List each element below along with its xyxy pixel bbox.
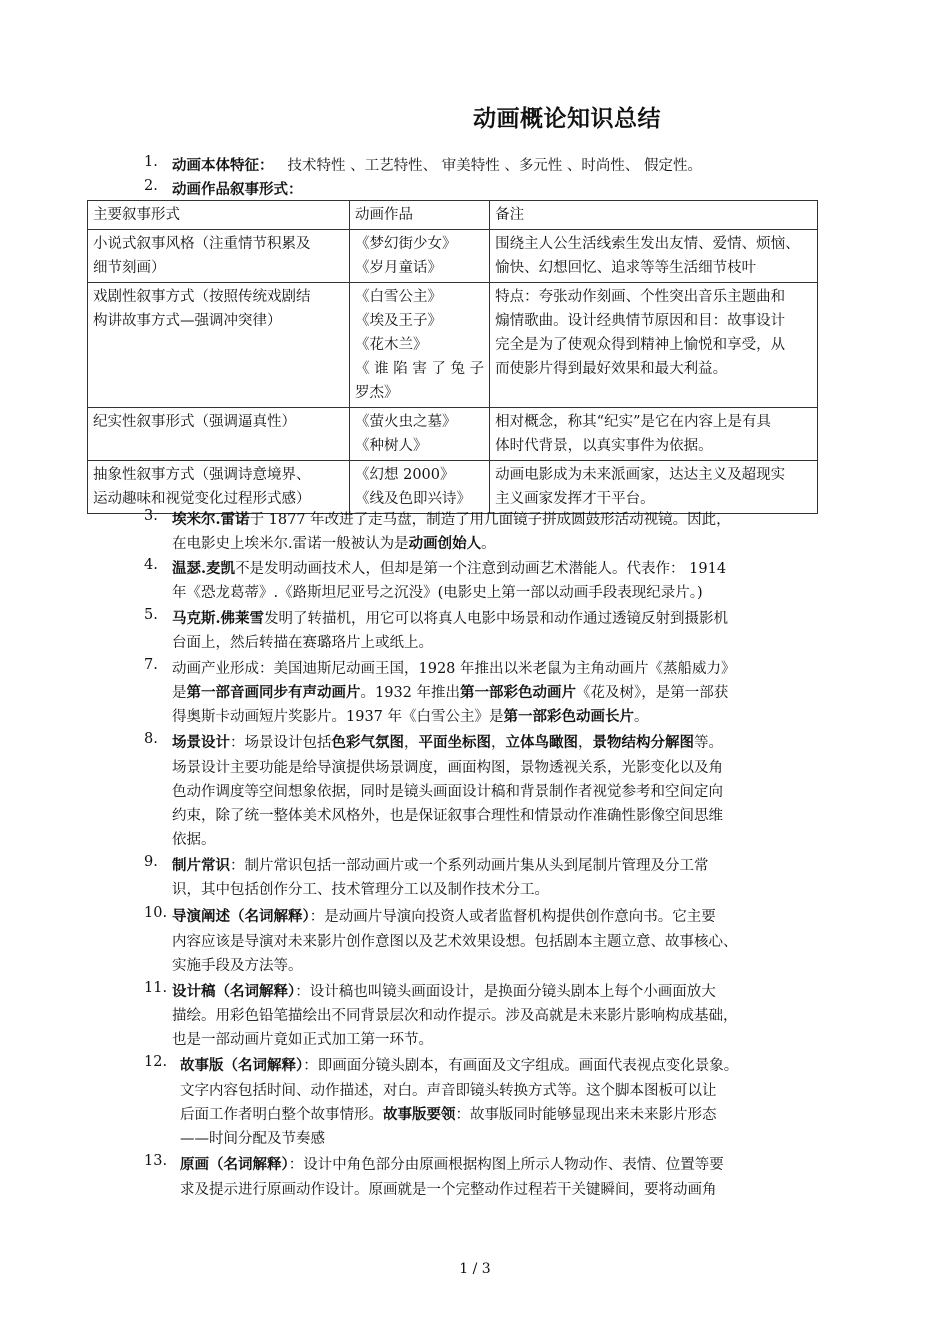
cell-line: 《白雪公主》 — [355, 289, 442, 305]
cell-line: 罗杰》 — [355, 385, 399, 401]
cell-line: 《幻想 2000》 — [355, 467, 455, 483]
item-number: 7. — [144, 657, 158, 673]
item-text: 。 — [481, 536, 496, 552]
narrative-form-cell — [88, 408, 350, 461]
item-text: 《花及树》，是第一部获 — [576, 685, 729, 701]
list-item-continuation: 描绘。用彩色铅笔描绘出不同背景层次和动作提示。涉及高就是未来影片影响构成基础， — [172, 1008, 738, 1024]
narrative-form-cell — [88, 461, 350, 514]
list-item-continuation: 实施手段及方法等。 — [172, 958, 303, 974]
list-item — [172, 178, 303, 199]
item-number: 3. — [144, 508, 158, 524]
item-label: 制片常识 — [172, 857, 230, 874]
inventor-name: 温瑟.麦凯 — [172, 560, 236, 577]
inventor-name: 马克斯.佛莱雪 — [172, 610, 265, 627]
item-emphasis: 动画创始人 — [408, 535, 482, 552]
item-label: 故事版（名词解释） — [180, 1057, 304, 1074]
cell-line: 《岁月童话》 — [355, 260, 442, 276]
item-number: 1. — [144, 154, 158, 170]
item-number: 2. — [144, 178, 158, 194]
item-number: 13. — [144, 1153, 168, 1169]
cell-line: 愉快、幻想回忆、追求等等生活细节枝叶 — [495, 260, 757, 276]
list-item-continuation: 年《恐龙葛蒂》.《路斯坦尼亚号之沉没》(电影史上第一部以动画手段表现纪录片。) — [172, 585, 703, 601]
item-text: 不是发明动画技术人，但却是第一个注意到动画艺术潜能人。代表作： 1914 — [235, 561, 727, 577]
column-header: 动画作品 — [350, 201, 490, 230]
cell-line: 戏剧性叙事方式（按照传统戏剧结 — [93, 289, 311, 305]
item-label: 导演阐述（名词解释） — [172, 908, 310, 925]
item-emphasis: 故事版要领 — [383, 1106, 456, 1123]
table-body — [88, 201, 818, 514]
note-cell — [490, 283, 818, 408]
item-number: 8. — [144, 731, 158, 747]
inventor-name: 埃米尔.雷诺 — [172, 511, 250, 528]
list-item-continuation — [172, 705, 649, 726]
list-item-continuation: 识，其中包括创作分工、技术管理分工以及制作技术分工。 — [172, 882, 549, 898]
note-cell — [490, 461, 818, 514]
list-item-continuation: 场景设计主要功能是给导演提供场景调度，画面构图，景物透视关系，光影变化以及角 — [172, 760, 723, 776]
page-number: 1 / 3 — [459, 1261, 491, 1277]
item-emphasis: 平面坐标图 — [418, 734, 491, 751]
cell-line: 《种树人》 — [355, 438, 428, 454]
page-title: 动画概论知识总结 — [473, 106, 661, 132]
cell-line: 特点：夸张动作刻画、个性突出音乐主题曲和 — [495, 289, 786, 305]
table-header-row — [88, 201, 818, 230]
narrative-form-cell — [88, 283, 350, 408]
cell-line: 完全是为了使观众得到精神上愉悦和享受，从 — [495, 337, 786, 353]
item-emphasis: 立体鸟瞰图 — [505, 734, 578, 751]
list-item — [180, 1054, 738, 1075]
cell-line: 《萤火虫之墓》 — [355, 414, 457, 430]
cell-line: 细节刻画） — [93, 260, 166, 276]
list-item — [172, 557, 726, 578]
cell-line: 而使影片得到最好效果和最大利益。 — [495, 361, 728, 377]
note-cell — [490, 230, 818, 283]
item-emphasis: 第一部音画同步有声动画片 — [186, 684, 361, 701]
item-number: 11. — [144, 980, 168, 996]
item-label: 场景设计 — [172, 734, 230, 751]
list-item-continuation: 台面上，然后转描在赛璐珞片上或纸上。 — [172, 635, 433, 651]
item-text: ：场景设计包括 — [230, 735, 332, 751]
item-text: 于 1877 年改进了走马盘，制造了用几面镜子拼成圆鼓形活动视镜。因此， — [249, 512, 731, 528]
item-text: 发明了转描机，用它可以将真人电影中场景和动作通过透镜反射到摄影机 — [264, 611, 729, 627]
item-text: ：故事版同时能够显现出来未来影片形态 — [455, 1107, 717, 1123]
item-text: ， — [404, 735, 419, 751]
list-item-continuation — [172, 681, 728, 702]
cell-line: 《 谁 陷 害 了 兔 子 — [355, 361, 485, 377]
table-row — [88, 408, 818, 461]
item-number: 9. — [144, 854, 158, 870]
cell-line: 动画电影成为未来派画家，达达主义及超现实 — [495, 467, 786, 483]
list-item-continuation: 色动作调度等空间想象依据，同时是镜头画面设计稿和背景制作者视觉参考和空间定向 — [172, 784, 723, 800]
cell-line: 纪实性叙事形式（强调逼真性） — [93, 414, 296, 430]
list-item-continuation: ——时间分配及节奏感 — [180, 1131, 325, 1147]
cell-line: 《花木兰》 — [355, 337, 428, 353]
list-item — [172, 854, 709, 875]
item-number: 4. — [144, 557, 158, 573]
item-text: 。1932 年推出 — [360, 685, 461, 701]
list-item-continuation: 依据。 — [172, 832, 216, 848]
works-cell — [350, 461, 490, 514]
item-emphasis: 色彩气氛图 — [331, 734, 404, 751]
list-item — [172, 508, 731, 529]
item-text: 在电影史上埃米尔.雷诺一般被认为是 — [172, 536, 409, 552]
list-item — [172, 905, 716, 926]
list-item — [172, 731, 723, 752]
item-label: 设计稿（名词解释） — [172, 983, 296, 1000]
list-item-continuation: 求及提示进行原画动作设计。原画就是一个完整动作过程若干关键瞬间，要将动画角 — [180, 1182, 717, 1198]
cell-line: 体时代背景，以真实事件为依据。 — [495, 438, 713, 454]
item-emphasis: 景物结构分解图 — [592, 734, 694, 751]
table-row — [88, 461, 818, 514]
cell-line: 《埃及王子》 — [355, 313, 442, 329]
list-item — [172, 154, 702, 175]
works-cell — [350, 230, 490, 283]
item-number: 12. — [144, 1054, 168, 1070]
cell-line: 抽象性叙事方式（强调诗意境界、 — [93, 467, 311, 483]
list-item-continuation — [172, 532, 496, 553]
item-label: 动画作品叙事形式： — [172, 181, 303, 198]
item-label: 原画（名词解释） — [180, 1156, 289, 1173]
list-item — [172, 607, 728, 628]
narrative-forms-table — [87, 200, 818, 514]
item-emphasis: 第一部彩色动画片 — [460, 684, 577, 701]
cell-line: 《梦幻街少女》 — [355, 236, 457, 252]
table-row — [88, 283, 818, 408]
narrative-form-cell — [88, 230, 350, 283]
cell-line: 运动趣味和视觉变化过程形式感） — [93, 491, 311, 507]
cell-line: 小说式叙事风格（注重情节积累及 — [93, 236, 311, 252]
works-cell — [350, 408, 490, 461]
item-number: 5. — [144, 607, 158, 623]
item-text: ：即画面分镜头剧本，有画面及文字组成。画面代表视点变化景象。 — [303, 1058, 739, 1074]
item-number: 10. — [144, 905, 168, 921]
item-label: 动画本体特征： — [172, 157, 274, 174]
list-item: 动画产业形成：美国迪斯尼动画王国，1928 年推出以米老鼠为主角动画片《蒸船威力》 — [172, 661, 736, 677]
item-text: 等。 — [694, 735, 723, 751]
item-text: ：是动画片导演向投资人或者监督机构提供创作意向书。它主要 — [309, 909, 716, 925]
list-item-continuation — [180, 1103, 717, 1124]
list-item — [180, 1153, 724, 1174]
item-text: ：设计中角色部分由原画根据构图上所示人物动作、表情、位置等要 — [288, 1157, 724, 1173]
works-cell — [350, 283, 490, 408]
list-item-continuation: 也是一部动画片竟如正式加工第一环节。 — [172, 1032, 433, 1048]
item-emphasis: 第一部彩色动画长片 — [503, 708, 635, 725]
item-text: 得奥斯卡动画短片奖影片。1937 年《白雪公主》是 — [172, 709, 504, 725]
list-item — [172, 980, 716, 1001]
item-text: 技术特性 、工艺特性、 审美特性 、多元性 、时尚性、 假定性。 — [287, 158, 703, 174]
item-text: 。 — [634, 709, 649, 725]
cell-line: 主义画家发挥才干平台。 — [495, 491, 655, 507]
cell-line: 煽情歌曲。设计经典情节原因和目：故事设计 — [495, 313, 786, 329]
item-text: ， — [578, 735, 593, 751]
column-header: 主要叙事形式 — [88, 201, 350, 230]
cell-line: 相对概念，称其“纪实”是它在内容上是有具 — [495, 414, 771, 430]
item-text: ：设计稿也叫镜头画面设计，是换面分镜头剧本上每个小画面放大 — [295, 984, 716, 1000]
item-text: ：制片常识包括一部动画片或一个系列动画片集从头到尾制片管理及分工常 — [230, 858, 709, 874]
item-text: ， — [491, 735, 506, 751]
column-header: 备注 — [490, 201, 818, 230]
table-row — [88, 230, 818, 283]
cell-line: 《线及色即兴诗》 — [355, 491, 471, 507]
item-text: 后面工作者明白整个故事情形。 — [180, 1107, 383, 1123]
list-item-continuation: 文字内容包括时间、动作描述，对白。声音即镜头转换方式等。这个脚本图板可以让 — [180, 1083, 717, 1099]
list-item-continuation: 内容应该是导演对未来影片创作意图以及艺术效果设想。包括剧本主题立意、故事核心、 — [172, 934, 738, 950]
note-cell — [490, 408, 818, 461]
cell-line: 构讲故事方式—强调冲突律） — [93, 313, 282, 329]
item-text: 是 — [172, 685, 187, 701]
cell-line: 围绕主人公生活线索生发出友情、爱情、烦恼、 — [495, 236, 800, 252]
list-item-continuation: 约束，除了统一整体美术风格外，也是保证叙事合理性和情景动作准确性影像空间思维 — [172, 808, 723, 824]
